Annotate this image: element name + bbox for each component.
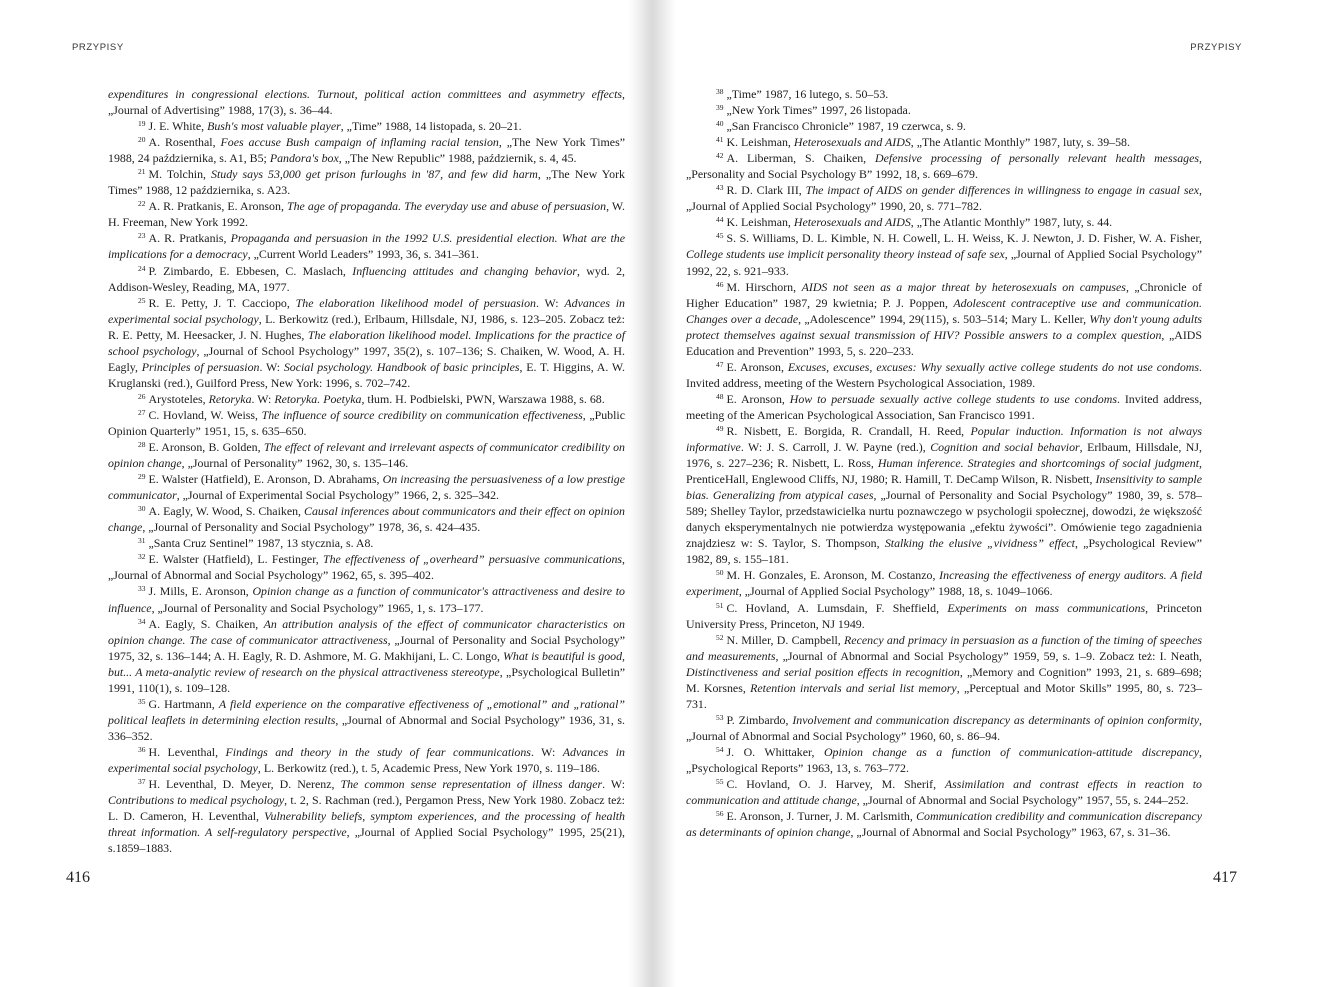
footnote xyxy=(108,134,625,166)
footnote xyxy=(108,230,625,262)
footnote-text: K. Leishman, Heterosexuals and AIDS, „The Atlantic Monthly” 1987, luty, s. 44. xyxy=(726,215,1113,230)
footnote-number: 32 xyxy=(138,552,146,562)
footnote xyxy=(686,600,1202,632)
footnote-text: M. Hirschorn, AIDS not seen as a major threat by heterosexuals on campuses, „Chronicle of Higher Education” 1987, 29 kwietnia; P. J. Poppen, Adolescent contraceptive use and communication. Changes over a decade, „Adolescence” 1994, 29(115), s. 503–514; Mary L. Keller, Why don't young adults protect themselves against sexual transmission of HIV? Possible answers to a complex question, „AIDS Education and Prevention” 1993, 5, s. 220–233. xyxy=(686,279,1203,358)
footnote-number: 48 xyxy=(716,391,724,401)
footnote xyxy=(686,102,1202,118)
footnote-number: 54 xyxy=(716,744,724,754)
footnote-number: 34 xyxy=(138,616,146,626)
footnote xyxy=(108,776,625,856)
footnote-text: E. Walster (Hatfield), E. Aronson, D. Abrahams, On increasing the persuasiveness of a low prestige communicator, „Journal of Experimental Social Psychology” 1966, 2, s. 325–342. xyxy=(108,472,625,503)
footnote xyxy=(108,198,625,230)
footnote-number: 43 xyxy=(716,183,724,193)
footnote-number: 19 xyxy=(138,119,146,129)
footnote-number: 28 xyxy=(138,440,146,450)
footnote-number: 33 xyxy=(138,584,146,594)
footnote xyxy=(686,391,1202,423)
footnote xyxy=(686,359,1202,391)
footnote-number: 50 xyxy=(716,568,724,578)
footnote-text: Arystoteles, Retoryka. W: Retoryka. Poetyka, tłum. H. Podbielski, PWN, Warszawa 1988, s. 68. xyxy=(148,391,605,406)
footnotes-right-column xyxy=(686,86,1202,840)
footnote-number: 36 xyxy=(138,744,146,754)
footnote-text: E. Aronson, B. Golden, The effect of relevant and irrelevant aspects of communicator credibility on opinion change, „Journal of Personality” 1962, 30, s. 135–146. xyxy=(108,440,625,471)
footnote-number: 20 xyxy=(138,135,146,145)
footnote xyxy=(686,86,1202,102)
footnote xyxy=(108,503,625,535)
footnote-text: A. Rosenthal, Foes accuse Bush campaign of inflaming racial tension, „The New York Times” 1988, 24 października, s. A1, B5; Pandora's box, „The New Republic” 1988, październik, s. 4, 45. xyxy=(108,135,625,166)
footnote-number: 31 xyxy=(138,536,146,546)
footnote-text: R. Nisbett, E. Borgida, R. Crandall, H. Reed, Popular induction. Information is not always informative. W: J. S. Carroll, J. W. Payne (red.), Cognition and social behavior, Erlbaum, Hillsdale, NJ, 1976, s. 227–236; R. Nisbett, L. Ross, Human inference. Strategies and shortcomings of social judgment, PrenticeHall, Englewood Cliffs, NJ, 1980; R. Hamill, T. DeCamp Wilson, R. Nisbett, Insensitivity to sample bias. Generalizing from atypical cases, „Journal of Personality and Social Psychology” 1980, 39, s. 578–589; Shelley Taylor, przedstawicielka nurtu poznawczego w psychologii społecznej, dowodzi, że większość danych eksperymentalnych nie potwierdza występowania „efektu żywości”. Omówienie tego zagadnienia znajdziesz w: S. Taylor, S. Thompson, Stalking the elusive „vividness” effect, „Psychological Review” 1982, 89, s. 155–181. xyxy=(686,423,1203,567)
footnote-number: 56 xyxy=(716,809,724,819)
footnote xyxy=(686,182,1202,214)
footnote-number: 51 xyxy=(716,600,724,610)
footnote-text: „New York Times” 1997, 26 listopada. xyxy=(726,103,911,118)
footnote-number: 53 xyxy=(716,712,724,722)
footnote-number: 40 xyxy=(716,119,724,129)
book-gutter xyxy=(628,0,676,987)
page-number-left: 416 xyxy=(66,869,90,886)
footnote-text: „Santa Cruz Sentinel” 1987, 13 stycznia, s. A8. xyxy=(148,536,374,551)
footnote-text: N. Miller, D. Campbell, Recency and primacy in persuasion as a function of the timing of speeches and measurements, „Journal of Abnormal and Social Psychology” 1959, 59, s. 1–9. Zobacz też: I. Neath, Distinctiveness and serial position effects in recognition, „Memory and Cognition” 1993, 21, s. 689–698; M. Korsnes, Retention intervals and serial list memory, „Perceptual and Motor Skills” 1995, 80, s. 723–731. xyxy=(686,632,1202,711)
footnote xyxy=(108,535,625,551)
footnote xyxy=(108,118,625,134)
footnote xyxy=(686,230,1202,278)
footnote xyxy=(108,86,625,118)
footnote-text: H. Leventhal, D. Meyer, D. Nerenz, The common sense representation of illness danger. W: Contributions to medical psychology, t. 2, S. Rachman (red.), Pergamon Press, New York 1980. Zobacz też: L. D. Cameron, H. Leventhal, Vulnerability beliefs, symptom experiences, and the processing of health threat information. A self-regulatory perspective, „Journal of Applied Social Psychology” 1995, 25(21), s.1859–1883. xyxy=(108,777,626,856)
footnote-text: H. Leventhal, Findings and theory in the study of fear communications. W: Advances in experimental social psychology, L. Berkowitz (red.), t. 5, Academic Press, New York 1970, s. 119–186. xyxy=(108,744,626,775)
footnote xyxy=(686,214,1202,230)
footnote-text: J. O. Whittaker, Opinion change as a function of communication-attitude discrepancy, „Psychological Reports” 1963, 13, s. 763–772. xyxy=(686,744,1203,775)
footnote-number: 45 xyxy=(716,231,724,241)
footnote-number: 37 xyxy=(138,777,146,787)
footnote-number: 38 xyxy=(716,87,724,96)
footnote-text: „Time” 1987, 16 lutego, s. 50–53. xyxy=(726,87,889,101)
footnote-text: K. Leishman, Heterosexuals and AIDS, „The Atlantic Monthly” 1987, luty, s. 39–58. xyxy=(726,135,1130,150)
footnote-text: A. R. Pratkanis, Propaganda and persuasion in the 1992 U.S. presidential election. What are the implications for a democracy, „Current World Leaders” 1993, 36, s. 341–361. xyxy=(108,231,625,262)
footnote xyxy=(686,118,1202,134)
footnote-text: E. Aronson, J. Turner, J. M. Carlsmith, Communication credibility and communication discrepancy as determinants of opinion change, „Journal of Abnormal and Social Psychology” 1963, 67, s. 31–36. xyxy=(686,809,1202,840)
footnote xyxy=(686,712,1202,744)
footnote-text: C. Hovland, A. Lumsdain, F. Sheffield, Experiments on mass communications, Princeton University Press, Princeton, NJ 1949. xyxy=(686,600,1202,631)
footnote-number: 26 xyxy=(138,391,146,401)
footnote-text: S. S. Williams, D. L. Kimble, N. H. Cowell, L. H. Weiss, K. J. Newton, J. D. Fisher, W. A. Fisher, College students use implicit personality theory instead of safe sex, „Journal of Applied Social Psychology” 1992, 22, s. 921–933. xyxy=(686,231,1202,278)
footnote-number: 41 xyxy=(716,135,724,145)
footnote-number: 23 xyxy=(138,231,146,241)
footnote-text: R. D. Clark III, The impact of AIDS on gender differences in willingness to engage in casual sex, „Journal of Applied Social Psychology” 1990, 20, s. 771–782. xyxy=(686,183,1202,214)
footnote-text: J. E. White, Bush's most valuable player, „Time” 1988, 14 listopada, s. 20–21. xyxy=(148,119,522,134)
footnote xyxy=(108,263,625,295)
footnote xyxy=(108,696,625,744)
footnote-text: A. Eagly, W. Wood, S. Chaiken, Causal inferences about communicators and their effect on opinion change, „Journal of Personality and Social Psychology” 1978, 36, s. 424–435. xyxy=(108,504,625,535)
footnote xyxy=(686,423,1202,567)
footnote-text: G. Hartmann, A field experience on the comparative effectiveness of „emotional” and „rational” political leaflets in determining election results, „Journal of Abnormal and Social Psychology” 1936, 31, s. 336–352. xyxy=(108,696,626,743)
running-head-right: PRZYPISY xyxy=(1190,42,1242,53)
footnote-number: 55 xyxy=(716,777,724,787)
footnotes-left-column xyxy=(108,86,625,856)
footnote xyxy=(108,583,625,615)
footnote-number: 44 xyxy=(716,215,724,225)
footnote-text: expenditures in congressional elections. Turnout, political action committees and asymmetry effects, „Journal of Advertising” 1988, 17(3), s. 36–44. xyxy=(108,87,625,118)
footnote xyxy=(108,744,625,776)
footnote-text: M. Tolchin, Study says 53,000 get prison furloughs in '87, and few did harm, „The New York Times” 1988, 12 października, s. A23. xyxy=(108,167,626,198)
footnote-number: 21 xyxy=(138,167,146,177)
footnote-text: E. Aronson, How to persuade sexually active college students to use condoms. Invited address, meeting of the American Psychological Association, San Francisco 1991. xyxy=(686,391,1203,422)
footnote xyxy=(686,567,1202,599)
footnote-text: J. Mills, E. Aronson, Opinion change as a function of communicator's attractiveness and desire to influence, „Journal of Personality and Social Psychology” 1965, 1, s. 173–177. xyxy=(108,584,625,615)
footnote-text: E. Walster (Hatfield), L. Festinger, The effectiveness of „overheard” persuasive communications, „Journal of Abnormal and Social Psychology” 1962, 65, s. 395–402. xyxy=(108,552,625,583)
footnote-number: 27 xyxy=(138,407,146,417)
footnote xyxy=(686,632,1202,712)
footnote-text: P. Zimbardo, E. Ebbesen, C. Maslach, Influencing attitudes and changing behavior, wyd. 2, Addison-Wesley, Reading, MA, 1977. xyxy=(108,263,625,294)
running-head-left: PRZYPISY xyxy=(72,42,124,53)
footnote-text: C. Hovland, O. J. Harvey, M. Sherif, Assimilation and contrast effects in reaction to communication and attitude change, „Journal of Abnormal and Social Psychology” 1957, 55, s. 244–252. xyxy=(686,777,1202,808)
footnote xyxy=(108,166,625,198)
footnote-text: A. R. Pratkanis, E. Aronson, The age of propaganda. The everyday use and abuse of persuasion, W. H. Freeman, New York 1992. xyxy=(108,199,625,230)
footnote-number: 30 xyxy=(138,504,146,514)
footnote-number: 25 xyxy=(138,295,146,305)
footnote xyxy=(686,808,1202,840)
footnote-text: M. H. Gonzales, E. Aronson, M. Costanzo, Increasing the effectiveness of energy auditors. A field experiment, „Journal of Applied Social Psychology” 1988, 18, s. 1049–1066. xyxy=(686,568,1202,599)
footnote xyxy=(108,391,625,407)
page-number-right: 417 xyxy=(1213,869,1237,886)
footnote xyxy=(108,551,625,583)
footnote-number: 42 xyxy=(716,151,724,161)
footnote xyxy=(686,134,1202,150)
footnote xyxy=(686,150,1202,182)
footnote xyxy=(686,776,1202,808)
footnote-text: E. Aronson, Excuses, excuses, excuses: Why sexually active college students do not use condoms. Invited address, meeting of the Western Psychological Association, 1989. xyxy=(686,359,1202,390)
footnote xyxy=(686,279,1202,359)
footnote xyxy=(108,407,625,439)
footnote-text: „San Francisco Chronicle” 1987, 19 czerwca, s. 9. xyxy=(726,119,966,134)
footnote-text: C. Hovland, W. Weiss, The influence of source credibility on communication effectiveness, „Public Opinion Quarterly” 1951, 15, s. 635–650. xyxy=(108,407,625,438)
footnote xyxy=(108,616,625,696)
footnote-number: 46 xyxy=(716,279,724,289)
footnote-text: A. Eagly, S. Chaiken, An attribution analysis of the effect of communicator characteristics on opinion change. The case of communicator attractiveness, „Journal of Personality and Social Psychology” 1975, 32, s. 136–144; A. H. Eagly, R. D. Ashmore, M. G. Makhijani, L. C. Longo, What is beautiful is good, but... A meta-analytic review of research on the physical attractiveness stereotype, „Psychological Bulletin” 1991, 110(1), s. 109–128. xyxy=(108,616,626,695)
footnote xyxy=(108,295,625,391)
footnote xyxy=(686,744,1202,776)
footnote-number: 52 xyxy=(716,632,724,642)
footnote-text: P. Zimbardo, Involvement and communication discrepancy as determinants of opinion conformity, „Journal of Abnormal and Social Psychology” 1960, 60, s. 86–94. xyxy=(686,712,1202,743)
footnote-number: 47 xyxy=(716,359,724,369)
footnote xyxy=(108,471,625,503)
footnote-number: 49 xyxy=(716,423,724,433)
footnote-number: 29 xyxy=(138,472,146,482)
footnote-number: 35 xyxy=(138,696,146,706)
footnote-number: 22 xyxy=(138,199,146,209)
footnote-number: 24 xyxy=(138,263,146,273)
footnote-text: R. E. Petty, J. T. Cacciopo, The elaboration likelihood model of persuasion. W: Advances in experimental social psychology, L. Berkowitz (red.), Erlbaum, Hillsdale, NJ, 1986, s. 123–205. Zobacz też: R. E. Petty, M. Heesacker, J. N. Hughes, The elaboration likelihood model. Implications for the practice of school psychology, „Journal of School Psychology” 1997, 35(2), s. 107–136; S. Chaiken, W. Wood, A. H. Eagly, Principles of persuasion. W: Social psychology. Handbook of basic principles, E. T. Higgins, A. W. Kruglanski (red.), Guilford Press, New York: 1996, s. 702–742. xyxy=(108,295,626,390)
footnote-number: 39 xyxy=(716,103,724,113)
footnote xyxy=(108,439,625,471)
footnote-text: A. Liberman, S. Chaiken, Defensive processing of personally relevant health messages, „Personality and Social Psychology B” 1992, 18, s. 669–679. xyxy=(686,151,1202,182)
